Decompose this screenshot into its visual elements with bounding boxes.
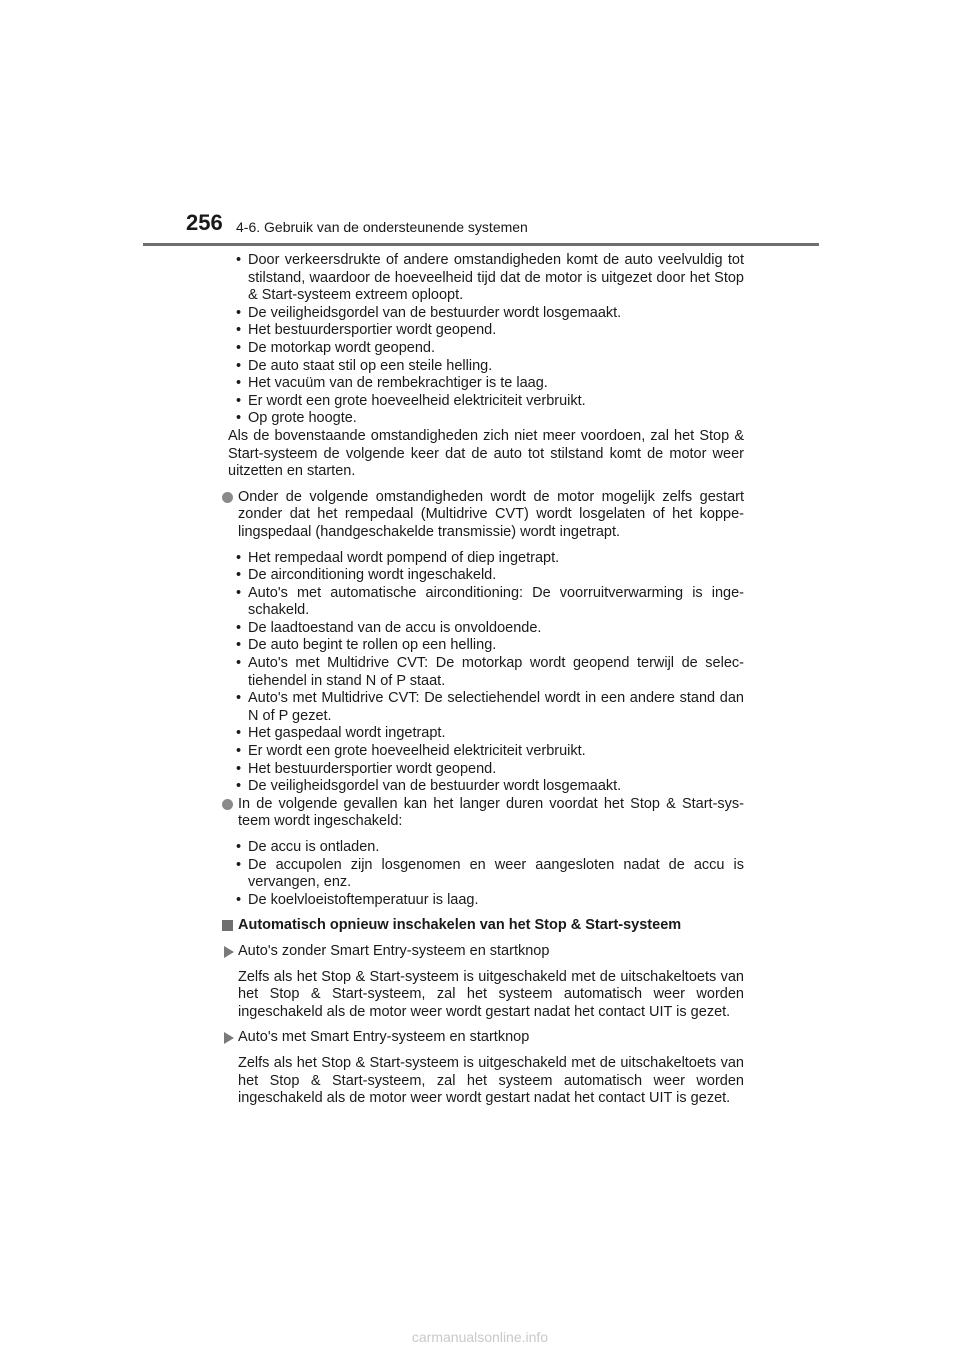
conditions-list-2 — [228, 550, 744, 796]
subsection-title-text: Auto's met Smart Entry-systeem en startknop — [238, 1029, 530, 1046]
note-text: In de volgende gevallen kan het langer duren voordat het Stop & Start-sys-teem wordt ingeschakeld: — [238, 795, 744, 830]
note-block — [228, 489, 744, 542]
list-item: • Het rempedaal wordt pompend of diep ingetrapt. — [248, 550, 744, 568]
list-item: • De auto begint te rollen op een helling. — [248, 637, 744, 655]
page-content — [228, 252, 744, 1108]
subsection-title — [228, 943, 744, 961]
list-item: • De motorkap wordt geopend. — [248, 340, 744, 358]
list-item: • Auto's met Multidrive CVT: De selectiehendel wordt in een andere stand dan N of P gezet. — [248, 690, 744, 725]
section-heading-text: Automatisch opnieuw inschakelen van het Stop & Start-systeem — [238, 917, 682, 934]
note-text: Onder de volgende omstandigheden wordt de motor mogelijk zelfs gestart zonder dat het rempedaal (Multidrive CVT) wordt losgelaten of het koppe-lingspedaal (handgeschakelde transmissie) wordt ingetrapt. — [238, 488, 744, 540]
list-item: • De accu is ontladen. — [248, 839, 744, 857]
watermark: carmanualsonline.info — [411, 1329, 549, 1345]
list-item: • De laadtoestand van de accu is onvoldoende. — [248, 620, 744, 638]
list-item: • De airconditioning wordt ingeschakeld. — [248, 567, 744, 585]
triangle-arrow-icon — [224, 1032, 234, 1044]
list-item: • Op grote hoogte. — [248, 410, 744, 428]
header-rule — [143, 243, 819, 246]
list-item: • Het bestuurdersportier wordt geopend. — [248, 322, 744, 340]
square-bullet-icon — [222, 920, 233, 931]
subsection-body: Zelfs als het Stop & Start-systeem is uitgeschakeld met de uitschakeltoets van het Stop & Start-systeem, zal het systeem automatisch weer worden ingeschakeld als de motor weer wordt gestart nadat het contact UIT is gezet. — [238, 1054, 744, 1107]
section-heading — [228, 917, 744, 935]
circle-bullet-icon — [222, 799, 233, 810]
list-item: • Auto's met Multidrive CVT: De motorkap wordt geopend terwijl de selec-tiehendel in stand N of P staat. — [248, 655, 744, 690]
list-item: • De accupolen zijn losgenomen en weer aangesloten nadat de accu is vervangen, enz. — [248, 857, 744, 892]
list-item: • De veiligheidsgordel van de bestuurder wordt losgemaakt. — [248, 305, 744, 323]
circle-bullet-icon — [222, 492, 233, 503]
list-item: • Het gaspedaal wordt ingetrapt. — [248, 725, 744, 743]
list-item: • Door verkeersdrukte of andere omstandigheden komt de auto veelvuldig tot stilstand, waardoor de hoeveelheid tijd dat de motor is uitgezet door het Stop & Start-systeem extreem oploopt. — [248, 252, 744, 305]
list-item: • Er wordt een grote hoeveelheid elektriciteit verbruikt. — [248, 743, 744, 761]
paragraph: Als de bovenstaande omstandigheden zich niet meer voordoen, zal het Stop & Start-systeem de volgende keer dat de auto tot stilstand komt de motor weer uitzetten en starten. — [228, 427, 744, 480]
list-item: • Er wordt een grote hoeveelheid elektriciteit verbruikt. — [248, 393, 744, 411]
subsection-body: Zelfs als het Stop & Start-systeem is uitgeschakeld met de uitschakeltoets van het Stop & Start-systeem, zal het systeem automatisch weer worden ingeschakeld als de motor weer wordt gestart nadat het contact UIT is gezet. — [238, 968, 744, 1020]
note-block — [228, 796, 744, 831]
list-item: • Auto's met automatische airconditioning: De voorruitverwarming is inge-schakeld. — [248, 585, 744, 620]
list-item: • Het vacuüm van de rembekrachtiger is te laag. — [248, 375, 744, 393]
subsection-title — [228, 1029, 744, 1047]
conditions-list-1 — [228, 252, 744, 428]
page-number: 256 — [186, 210, 223, 235]
subsection-title-text: Auto's zonder Smart Entry-systeem en startknop — [238, 942, 550, 959]
list-item: • De auto staat stil op een steile helling. — [248, 358, 744, 376]
list-item: • Het bestuurdersportier wordt geopend. — [248, 761, 744, 779]
list-item: • De veiligheidsgordel van de bestuurder wordt losgemaakt. — [248, 778, 744, 796]
triangle-arrow-icon — [224, 946, 234, 958]
section-title: 4-6. Gebruik van de ondersteunende systemen — [236, 219, 528, 235]
list-item: • De koelvloeistoftemperatuur is laag. — [248, 892, 744, 910]
conditions-list-3 — [228, 839, 744, 909]
